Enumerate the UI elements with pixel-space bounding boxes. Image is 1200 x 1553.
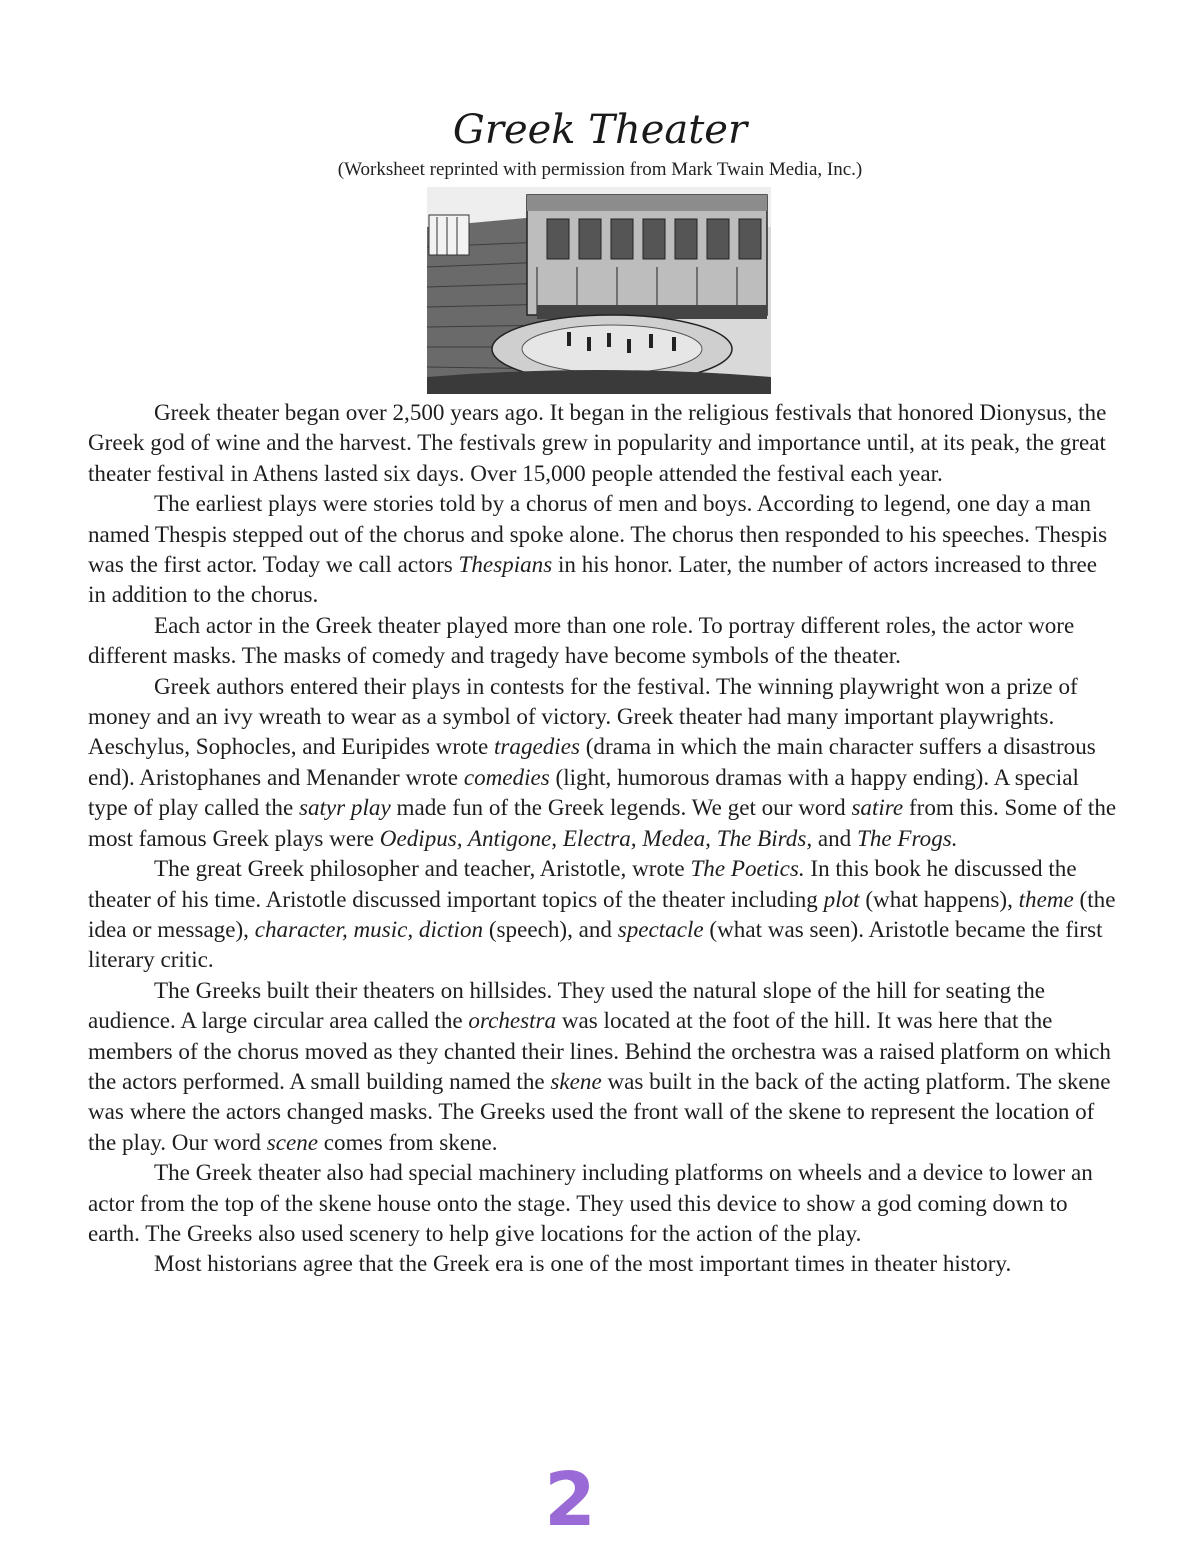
italic-term: satire	[851, 794, 904, 821]
permission-credit: (Worksheet reprinted with permission from Mark Twain Media, Inc.)	[337, 159, 863, 180]
paragraph	[88, 1248, 1120, 1278]
text-run: (the idea or message),	[88, 885, 1116, 942]
italic-term: Thespians	[458, 551, 553, 578]
italic-term: orchestra	[468, 1007, 557, 1034]
text-run: (what happens),	[859, 885, 1019, 912]
italic-term: comedies	[463, 763, 550, 790]
italic-term: spectacle	[617, 915, 704, 942]
italic-term: The Frogs.	[857, 824, 958, 851]
text-run: was built in the back of the acting platform. The skene was where the actors changed masks. The Greeks used the front wall of the skene to represent the location of the play. Our word	[88, 1067, 1111, 1155]
paragraph	[88, 610, 1120, 671]
text-run: (speech), and	[483, 915, 618, 942]
text-run: The earliest plays were stories told by a chorus of men and boys. According to legend, one day a man named Thespis stepped out of the chorus and spoke alone. The chorus then responded to his speeches. Thespis was the first actor. Today we call actors	[88, 490, 1108, 578]
paragraph	[88, 397, 1120, 488]
text-run: (light, humorous dramas with a happy ending). A special type of play called the	[88, 763, 1079, 821]
paragraph	[88, 975, 1120, 1157]
text-run: Each actor in the Greek theater played more than one role. To portray different roles, the actor wore different masks. The masks of comedy and tragedy have become symbols of the theater.	[88, 611, 1075, 669]
paragraph	[88, 671, 1120, 853]
text-run: Greek theater began over 2,500 years ago. It began in the religious festivals that honored Dionysus, the Greek god of wine and the harvest. The festivals grew in popularity and importance until, at its peak, the great theater festival in Athens lasted six days. Over 15,000 people attended the festival each year.	[88, 399, 1107, 486]
page-title: Greek Theater	[452, 107, 748, 153]
text-run: Most historians agree that the Greek era is one of the most important times in theater history.	[154, 1250, 1012, 1277]
italic-term: Oedipus, Antigone, Electra, Medea, The Birds,	[379, 824, 813, 851]
text-run: (what was seen). Aristotle became the first literary critic.	[88, 915, 1103, 973]
italic-term: character, music, diction	[254, 915, 484, 942]
text-run: Greek authors entered their plays in contests for the festival. The winning playwright won a prize of money and an ivy wreath to wear as a symbol of victory. Greek theater had many important playwrights. Aeschylus, Sophocles, and Euripides wrote	[88, 672, 1078, 760]
text-run: in his honor. Later, the number of actors increased to three in addition to the chorus.	[88, 551, 1098, 608]
italic-term: plot	[823, 885, 860, 912]
italic-term: theme	[1018, 885, 1074, 912]
text-run: from this. Some of the most famous Greek plays were	[88, 794, 1117, 851]
text-run: made fun of the Greek legends. We get our word	[390, 794, 852, 821]
paragraph	[88, 488, 1120, 610]
italic-term: scene	[266, 1128, 319, 1155]
italic-term: The Poetics.	[690, 855, 805, 882]
text-run: The Greeks built their theaters on hillsides. They used the natural slope of the hill for seating the audience. A large circular area called the	[88, 976, 1046, 1034]
paragraph	[88, 853, 1120, 975]
paragraph	[88, 1157, 1120, 1248]
text-run: The great Greek philosopher and teacher, Aristotle, wrote	[154, 855, 691, 882]
text-run: (drama in which the main character suffers a disastrous end). Aristophanes and Menander wrote	[88, 733, 1096, 790]
text-run: was located at the foot of the hill. It was here that the members of the chorus moved as they chanted their lines. Behind the orchestra was a raised platform on which the actors performed. A small building named the	[88, 1007, 1111, 1094]
italic-term: tragedies	[494, 733, 580, 760]
article-body	[88, 397, 1120, 1279]
text-run: In this book he discussed the theater of his time. Aristotle discussed important topics of the theater including	[88, 855, 1077, 912]
italic-term: satyr play	[298, 794, 391, 821]
text-run: The Greek theater also had special machinery including platforms on wheels and a device to lower an actor from the top of the skene house onto the stage. They used this device to show a god coming down to earth. The Greeks also used scenery to help give locations for the action of the play.	[88, 1159, 1093, 1246]
greek-theater-illustration	[427, 187, 771, 394]
italic-term: skene	[550, 1067, 602, 1094]
text-run: and	[812, 824, 858, 851]
text-run: comes from skene.	[318, 1128, 498, 1155]
handwritten-page-number: 2	[544, 1457, 596, 1543]
